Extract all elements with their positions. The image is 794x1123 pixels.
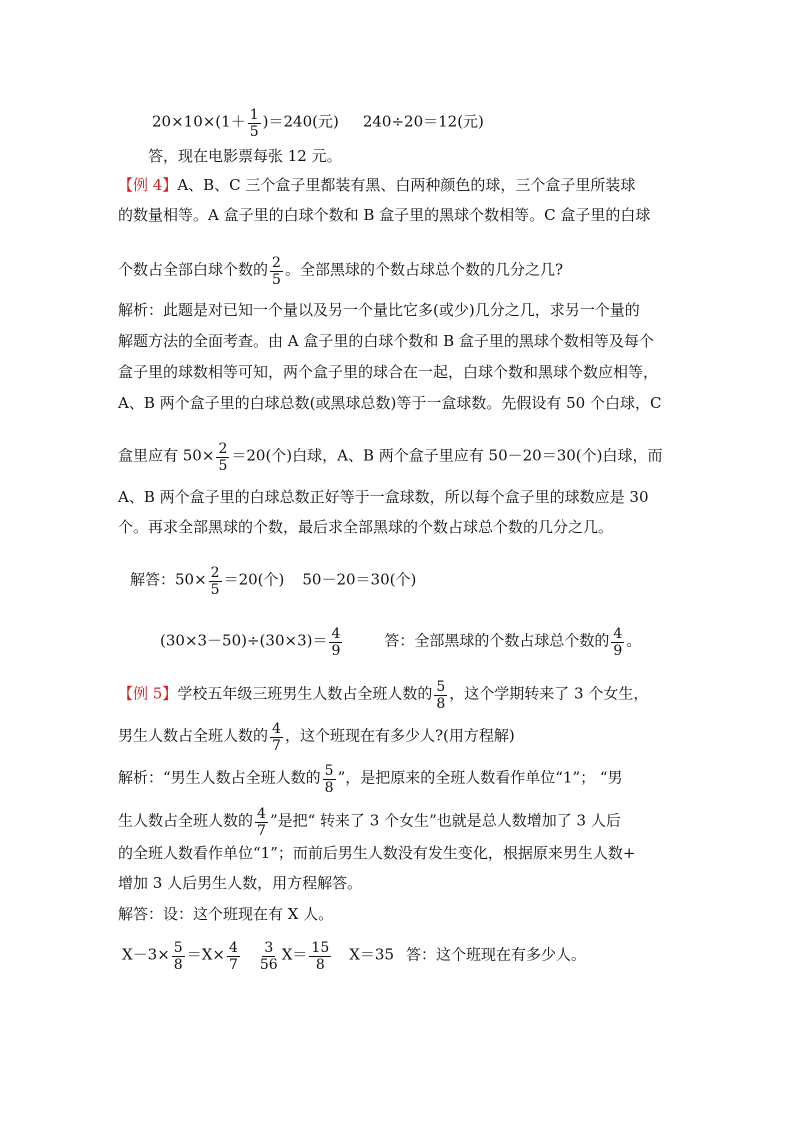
analysis-line-5: 盒里应有 50× $\frac{2}{5}$ ＝20(个)白球，A、B 两个盒子里应有 50－20＝30(个)白球，而 (118, 441, 663, 474)
example-4-line-3: 个数占全部白球个数的 $\frac{2}{5}$ 。全部黑球的个数占球总个数的几分之几? (118, 255, 563, 288)
fraction-4-7: $\frac{4}{7}$ (257, 806, 266, 839)
ex5-equation-line: X－3× $\frac{5}{8}$ ＝X× $\frac{4}{7}$ $\frac{3}{56}$ X＝ $\frac{15}{8}$ X＝35 答：这个班现在有多少人。 (122, 940, 587, 973)
example-5-tag: 【例 5】 (118, 684, 178, 703)
ex5-analysis-line-2: 生人数占全班人数的 $\frac{4}{7}$ ”是把“ 转来了 3 个女生”也就是总人数增加了 3 人后 (118, 806, 621, 839)
example-4-tag: 【例 4】 (118, 176, 178, 194)
ex5-analysis-line-4: 增加 3 人后男生人数，用方程解答。 (118, 874, 363, 892)
calc-text: )＝240(元) (262, 112, 339, 131)
fraction-4-9: $\frac{4}{9}$ (331, 626, 341, 659)
fraction-2-5: $\frac{2}{5}$ (218, 441, 228, 474)
analysis-line-7: 个。再求全部黑球的个数，最后求全部黑球的个数占球总个数的几分之几。 (118, 518, 614, 536)
calc-line-1 (152, 106, 484, 139)
analysis-line-2: 解题方法的全面考查。由 A 盒子里的白球个数和 B 盒子里的黑球个数相等及每个 (118, 332, 654, 350)
fraction-4-9: $\frac{4}{9}$ (613, 626, 623, 659)
fraction-4-7: $\frac{4}{7}$ (228, 940, 238, 973)
fraction-4-7: $\frac{4}{7}$ (272, 721, 281, 754)
analysis-line-1: 解析：此题是对已知一个量以及另一个量比它多(或少)几分之几，求另一个量的 (118, 301, 640, 319)
fraction-2-5: $\frac{2}{5}$ (272, 255, 281, 288)
example-5-line-2: 男生人数占全班人数的 $\frac{4}{7}$ ，这个班现在有多少人?(用方程解) (118, 721, 515, 754)
example-4-line-1: 【例 4】A、B、C 三个盒子里都装有黑、白两种颜色的球，三个盒子里所装球 (118, 176, 636, 194)
example-4-line-2: 的数量相等。A 盒子里的白球个数和 B 盒子里的黑球个数相等。C 盒子里的白球 (118, 206, 651, 224)
analysis-line-3: 盒子里的球数相等可知，两个盒子里的球合在一起，白球个数和黑球个数应相等， (118, 363, 659, 381)
fraction-5-8: $\frac{5}{8}$ (324, 763, 334, 796)
solution-line-2: (30×3－50)÷(30×3)＝ $\frac{4}{9}$ 答：全部黑球的个数占球总个数的 $\frac{4}{9}$ 。 (160, 626, 642, 659)
ex5-analysis-line-1: 解析：“男生人数占全班人数的 $\frac{5}{8}$ ”，是把原来的全班人数看作单位“1”； “男 (118, 763, 623, 796)
fraction-15-8: $\frac{15}{8}$ (311, 940, 330, 973)
calc-text: 240÷20＝12(元) (362, 112, 484, 131)
fraction-2-5: $\frac{2}{5}$ (210, 565, 220, 598)
solution-line-1: 解答：50× $\frac{2}{5}$ ＝20(个) 50－20＝30(个) (130, 565, 417, 598)
analysis-line-4: A、B 两个盒子里的白球总数(或黑球总数)等于一盒球数。先假设有 50 个白球，C (118, 394, 662, 412)
answer-line: 答，现在电影票每张 12 元。 (148, 147, 342, 165)
analysis-line-6: A、B 两个盒子里的白球总数正好等于一盒球数，所以每个盒子里的球数应是 30 (118, 488, 649, 506)
ex5-analysis-line-3: 的全班人数看作单位“1”；而前后男生人数没有发生变化，根据原来男生人数+ (118, 844, 636, 862)
ex5-solution-label: 解答：设：这个班现在有 X 人。 (118, 905, 334, 923)
fraction-5-8: $\frac{5}{8}$ (173, 940, 183, 973)
fraction-1-5: $\frac{1}{5}$ (249, 107, 259, 140)
example-5-line-1: 【例 5】学校五年级三班男生人数占全班人数的 $\frac{5}{8}$ ，这个学期转来了 3 个女生， (118, 679, 649, 712)
fraction-5-8: $\frac{5}{8}$ (436, 679, 446, 712)
calc-text: 20×10×(1＋ (152, 112, 246, 131)
fraction-3-56: $\frac{3}{56}$ (259, 940, 278, 973)
